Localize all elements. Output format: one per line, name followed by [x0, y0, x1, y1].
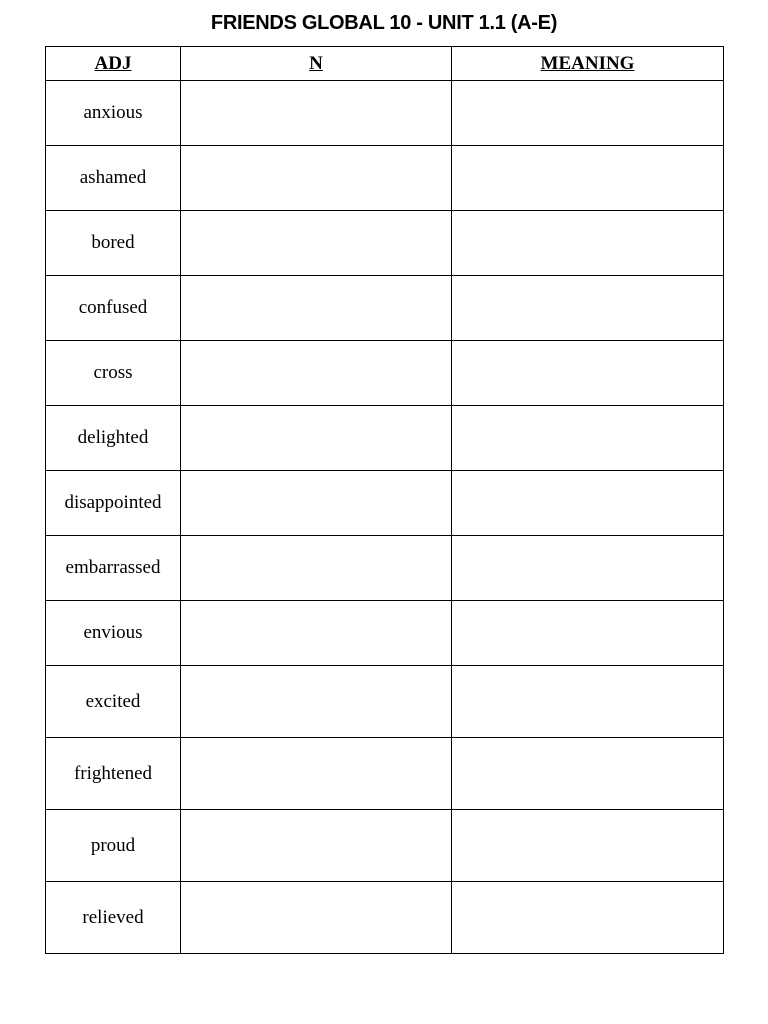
- table-row: [46, 536, 724, 601]
- adj-cell: frightened: [46, 738, 181, 810]
- noun-cell[interactable]: [181, 601, 452, 666]
- noun-cell[interactable]: [181, 81, 452, 146]
- meaning-cell[interactable]: [452, 536, 724, 601]
- table-row: [46, 146, 724, 211]
- noun-cell[interactable]: [181, 738, 452, 810]
- noun-cell[interactable]: [181, 536, 452, 601]
- column-header-n: N: [181, 47, 452, 81]
- meaning-cell[interactable]: [452, 81, 724, 146]
- adj-cell: disappointed: [46, 471, 181, 536]
- table-row: [46, 211, 724, 276]
- table-row: [46, 810, 724, 882]
- adj-cell: cross: [46, 341, 181, 406]
- adj-cell: ashamed: [46, 146, 181, 211]
- table-row: [46, 601, 724, 666]
- noun-cell[interactable]: [181, 276, 452, 341]
- noun-cell[interactable]: [181, 146, 452, 211]
- adj-cell: bored: [46, 211, 181, 276]
- noun-cell[interactable]: [181, 882, 452, 954]
- table-row: [46, 406, 724, 471]
- table-row: [46, 341, 724, 406]
- vocabulary-table: [45, 46, 724, 954]
- table-header-row: [46, 47, 724, 81]
- noun-cell[interactable]: [181, 341, 452, 406]
- worksheet-title: FRIENDS GLOBAL 10 - UNIT 1.1 (A-E): [210, 12, 558, 34]
- table-row: [46, 276, 724, 341]
- adj-cell: anxious: [46, 81, 181, 146]
- meaning-cell[interactable]: [452, 471, 724, 536]
- noun-cell[interactable]: [181, 666, 452, 738]
- table-row: [46, 882, 724, 954]
- table-row: [46, 738, 724, 810]
- meaning-cell[interactable]: [452, 146, 724, 211]
- table-row: [46, 81, 724, 146]
- column-header-adj: ADJ: [46, 47, 181, 81]
- adj-cell: delighted: [46, 406, 181, 471]
- noun-cell[interactable]: [181, 471, 452, 536]
- adj-cell: relieved: [46, 882, 181, 954]
- meaning-cell[interactable]: [452, 406, 724, 471]
- noun-cell[interactable]: [181, 211, 452, 276]
- column-header-meaning: MEANING: [452, 47, 724, 81]
- table-row: [46, 666, 724, 738]
- adj-cell: embarrassed: [46, 536, 181, 601]
- adj-cell: envious: [46, 601, 181, 666]
- meaning-cell[interactable]: [452, 738, 724, 810]
- table-row: [46, 471, 724, 536]
- noun-cell[interactable]: [181, 810, 452, 882]
- meaning-cell[interactable]: [452, 882, 724, 954]
- meaning-cell[interactable]: [452, 666, 724, 738]
- meaning-cell[interactable]: [452, 601, 724, 666]
- adj-cell: proud: [46, 810, 181, 882]
- meaning-cell[interactable]: [452, 276, 724, 341]
- meaning-cell[interactable]: [452, 810, 724, 882]
- adj-cell: excited: [46, 666, 181, 738]
- meaning-cell[interactable]: [452, 341, 724, 406]
- adj-cell: confused: [46, 276, 181, 341]
- noun-cell[interactable]: [181, 406, 452, 471]
- meaning-cell[interactable]: [452, 211, 724, 276]
